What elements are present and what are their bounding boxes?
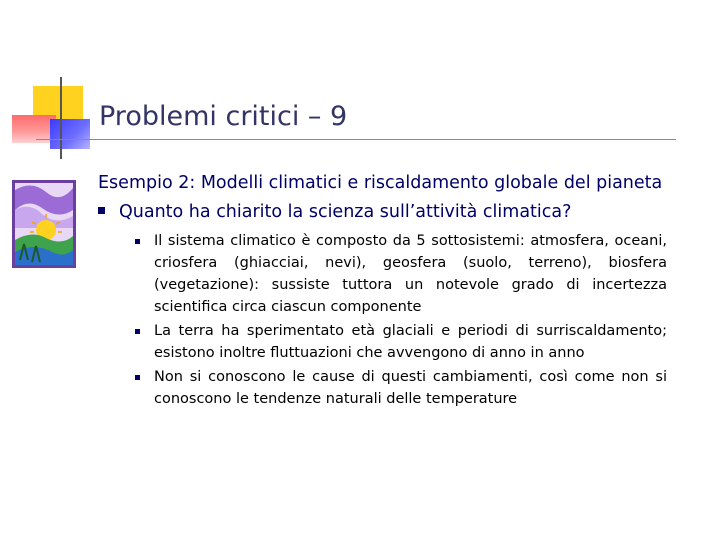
decor-blue-square	[50, 119, 90, 149]
square-bullet-icon	[135, 329, 140, 334]
question-item	[98, 202, 571, 222]
title-underline	[36, 139, 676, 140]
slide-title: Problemi critici – 9	[99, 101, 348, 132]
square-bullet-icon	[135, 375, 140, 380]
sun-landscape-icon	[12, 180, 76, 268]
decor-vertical-line	[60, 77, 62, 159]
list-item	[135, 230, 667, 318]
point-text: Il sistema climatico è composto da 5 sottosistemi: atmosfera, oceani, criosfera (ghiacciai, nevi), geosfera (suolo, terreno), biosfera (vegetazione): sussiste tuttora un notevole grado di incertezza scientifica circa ciascun componente	[154, 233, 667, 315]
example-heading: Esempio 2: Modelli climatici e riscaldamento globale del pianeta	[98, 173, 663, 193]
sub-points-list	[135, 230, 667, 412]
question-text: Quanto ha chiarito la scienza sull’attività climatica?	[119, 202, 572, 222]
list-item	[135, 366, 667, 410]
point-text: La terra ha sperimentato età glaciali e periodi di surriscaldamento; esistono inoltre fluttuazioni che avvengono di anno in anno	[154, 323, 667, 361]
square-bullet-icon	[135, 239, 140, 244]
square-bullet-icon	[98, 207, 105, 214]
list-item	[135, 320, 667, 364]
point-text: Non si conoscono le cause di questi cambiamenti, così come non si conoscono le tendenze naturali delle temperature	[154, 369, 667, 407]
